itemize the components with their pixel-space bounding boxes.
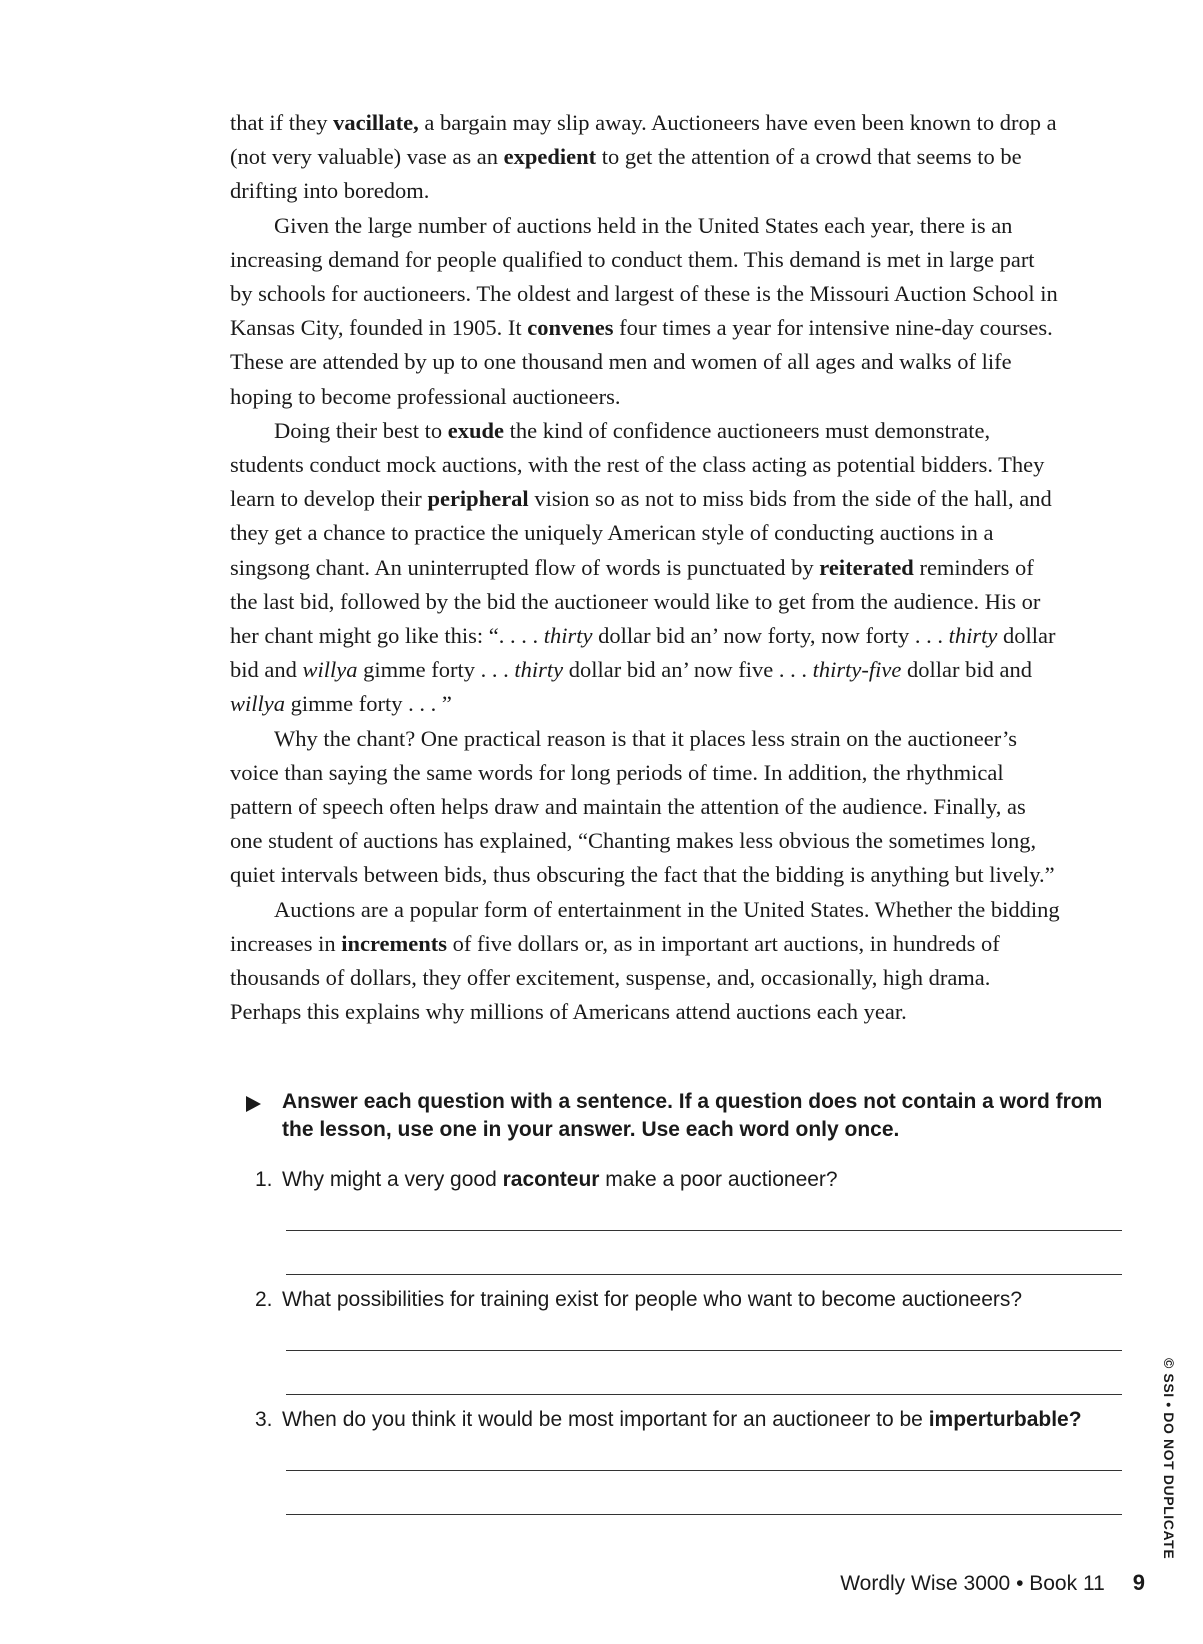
text: Doing their best to: [274, 417, 448, 443]
text: gimme forty . . . ”: [285, 691, 452, 717]
question-text: What possibilities for training exist for people who want to become auctioneers?: [282, 1288, 1023, 1311]
question-text: Why might a very good: [282, 1168, 503, 1191]
question-text: When do you think it would be most important for an auctioneer to be: [282, 1408, 929, 1431]
question-1: [255, 1166, 1135, 1194]
book-title: Wordly Wise 3000 • Book 11: [840, 1572, 1105, 1595]
italic-text: thirty: [514, 657, 564, 683]
paragraph-4: Why the chant? One practical reason is that it places less strain on the auctioneer’s voice than saying the same words for long periods of time. In addition, the rhythmical pattern of speech often helps draw and maintain the attention of the audience. Finally, as one student of auctions has explained, “Chanting makes less obvious the sometimes long, quiet intervals between bids, thus obscuring the fact that the bidding is anything but lively.”: [230, 725, 1055, 888]
text: the kind of confidence auctioneers must demonstrate, students conduct mock auctions, with the rest of the class acting as potential bidders. They learn to develop their: [230, 417, 1045, 512]
text: to get the attention of a crowd that seems to be drifting into boredom.: [230, 144, 1022, 204]
paragraph-1: [230, 106, 1060, 209]
question-2: [255, 1286, 1135, 1314]
vocab-word: reiterated: [819, 554, 914, 580]
text: reminders of the last bid, followed by the bid the auctioneer would like to get from the audience. His or her chant might go like this: “. . . .: [230, 554, 1041, 649]
paragraph-5: [230, 893, 1060, 1030]
italic-text: willya: [302, 657, 358, 683]
text: of five dollars or, as in important art auctions, in hundreds of thousands of dollars, they offer excitement, suspense, and, occasionally, high drama. Perhaps this explains why millions of Americans attend auctions each year.: [230, 930, 1000, 1025]
vocab-word: increments: [341, 930, 448, 956]
italic-text: thirty-five: [812, 657, 902, 683]
vocab-word: expedient: [503, 144, 597, 170]
text: a bargain may slip away. Auctioneers have even been known to drop a (not very valuable) vase as an: [230, 110, 1057, 170]
instructions-text: Answer each question with a sentence. If a question does not contain a word from the lesson, use one in your answer. Use each word only once.: [282, 1090, 1103, 1141]
text: that if they: [230, 110, 334, 135]
text: gimme forty . . .: [357, 657, 515, 683]
answer-line[interactable]: [286, 1230, 1122, 1231]
instructions: [246, 1088, 1106, 1144]
paragraph-2: [230, 209, 1060, 414]
text: Auctions are a popular form of entertainment in the United States. Whether the bidding increases in: [230, 896, 1060, 956]
vocab-word: exude: [447, 417, 504, 443]
vocab-word: vacillate,: [333, 110, 419, 135]
question-text: make a poor auctioneer?: [599, 1168, 838, 1191]
text: dollar bid and: [230, 623, 1056, 683]
page-number: 9: [1132, 1570, 1145, 1595]
text: dollar bid and: [901, 657, 1032, 683]
question-number: 3.: [255, 1408, 273, 1431]
text: dollar bid an’ now forty, now forty . . .: [592, 623, 949, 649]
italic-text: thirty: [948, 623, 998, 649]
paragraph-3: [230, 414, 1060, 722]
question-3: [255, 1406, 1135, 1434]
answer-line[interactable]: [286, 1394, 1122, 1395]
text: four times a year for intensive nine-day courses. These are attended by up to one thousand men and women of all ages and walks of life hoping to become professional auctioneers.: [230, 315, 1053, 409]
italic-text: willya: [230, 691, 285, 717]
answer-line[interactable]: [286, 1350, 1122, 1351]
question-number: 1.: [255, 1168, 273, 1191]
vocab-word: convenes: [527, 315, 614, 341]
text: vision so as not to miss bids from the side of the hall, and they get a chance to practice the uniquely American style of conducting auctions in a singsong chant. An uninterrupted flow of words is punctuated by: [230, 486, 1052, 580]
copyright-notice: © SSI • DO NOT DUPLICATE: [1161, 1358, 1177, 1560]
reading-passage: [230, 106, 1060, 1029]
page-footer: [840, 1570, 1145, 1596]
triangle-arrow-icon: [246, 1096, 261, 1112]
text: dollar bid an’ now five . . .: [563, 657, 813, 683]
answer-line[interactable]: [286, 1514, 1122, 1515]
italic-text: thirty: [543, 623, 593, 649]
text: Given the large number of auctions held in the United States each year, there is an increasing demand for people qualified to conduct them. This demand is met in large part by schools for auctioneers. The oldest and largest of these is the Missouri Auction School in Kansas City, founded in 1905. It: [230, 212, 1058, 341]
answer-line[interactable]: [286, 1274, 1122, 1275]
answer-line[interactable]: [286, 1470, 1122, 1471]
vocab-word: peripheral: [427, 486, 529, 512]
vocab-word: imperturbable?: [928, 1408, 1082, 1431]
question-number: 2.: [255, 1288, 273, 1311]
vocab-word: raconteur: [502, 1168, 600, 1191]
